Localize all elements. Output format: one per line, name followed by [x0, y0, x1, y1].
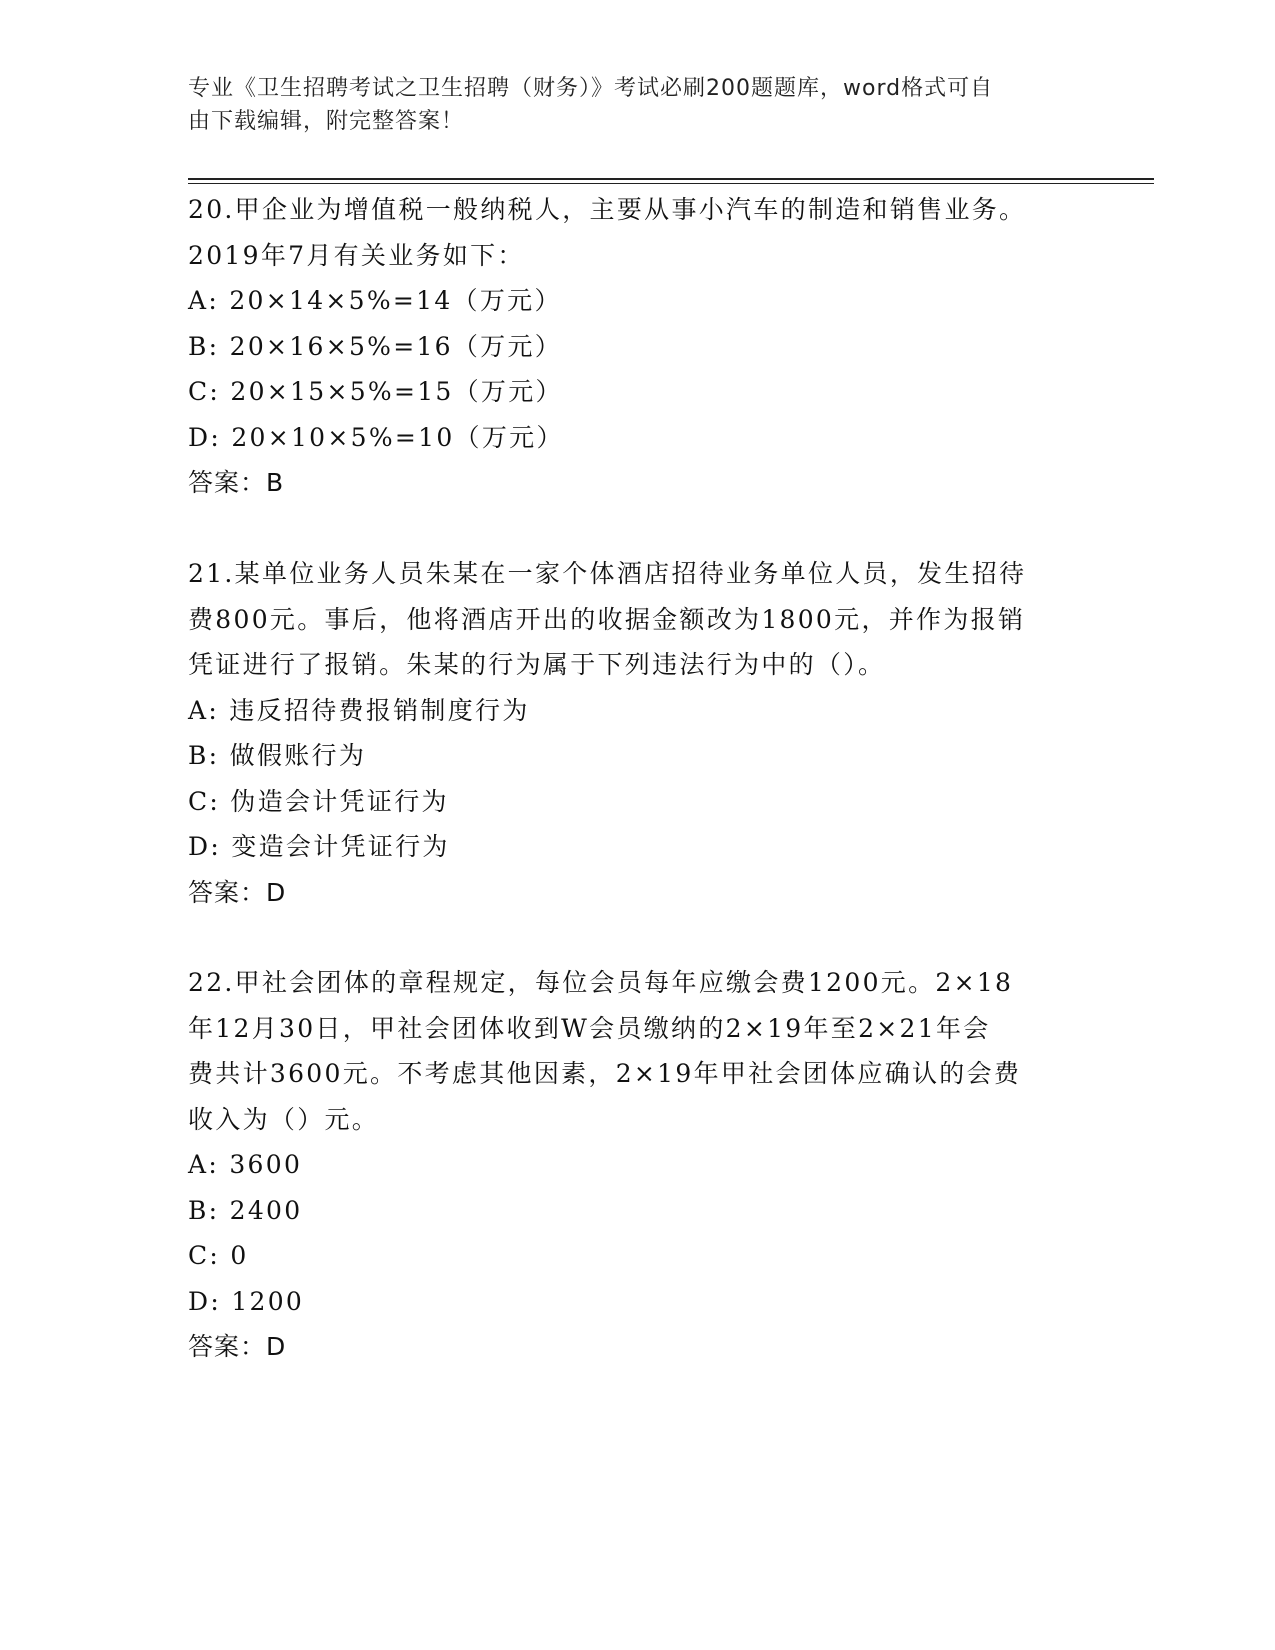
question-stem-line: 费800元。事后，他将酒店开出的收据金额改为1800元，并作为报销: [188, 604, 1026, 634]
option-b: B: 2400: [188, 1195, 303, 1225]
answer-line: 答案：D: [188, 877, 287, 907]
option-a: A: 20×14×5%=14（万元）: [188, 286, 562, 315]
header-divider-thin: [188, 183, 1154, 184]
answer-line: 答案：B: [188, 468, 285, 497]
document-header: [188, 72, 1068, 138]
question-stem-line: 年12月30日，甲社会团体收到W会员缴纳的2×19年至2×21年会: [188, 1013, 991, 1043]
option-a: A: 违反招待费报销制度行为: [188, 695, 530, 725]
option-d: D: 1200: [188, 1286, 305, 1316]
option-a: A: 3600: [188, 1150, 303, 1179]
question-stem-line: 费共计3600元。不考虑其他因素，2×19年甲社会团体应确认的会费: [188, 1059, 1022, 1088]
question-20: [188, 187, 1088, 506]
question-stem-line: 21.某单位业务人员朱某在一家个体酒店招待业务单位人员，发生招待: [188, 559, 1027, 588]
option-b: B: 20×16×5%=16（万元）: [188, 331, 563, 361]
question-22: [188, 960, 1088, 1370]
option-c: C: 20×15×5%=15（万元）: [188, 377, 563, 406]
question-stem-line: 凭证进行了报销。朱某的行为属于下列违法行为中的（）。: [188, 650, 886, 679]
option-c: C: 伪造会计凭证行为: [188, 786, 449, 816]
option-c: C: 0: [188, 1241, 249, 1270]
question-stem-line: 22.甲社会团体的章程规定，每位会员每年应缴会费1200元。2×18: [188, 968, 1014, 997]
header-divider-thick: [188, 178, 1154, 180]
question-stem-line: 收入为（）元。: [188, 1104, 380, 1134]
header-line-2: 由下载编辑，附完整答案！: [188, 109, 465, 134]
option-b: B: 做假账行为: [188, 741, 367, 770]
option-d: D: 20×10×5%=10（万元）: [188, 422, 564, 452]
question-stem-line: 20.甲企业为增值税一般纳税人，主要从事小汽车的制造和销售业务。: [188, 195, 1027, 224]
header-line-1: 专业《卫生招聘考试之卫生招聘（财务）》考试必刷200题题库，word格式可自: [188, 76, 994, 101]
answer-line: 答案：D: [188, 1332, 287, 1361]
question-stem-line: 2019年7月有关业务如下：: [188, 240, 525, 270]
question-21: [188, 551, 1088, 915]
option-d: D: 变造会计凭证行为: [188, 832, 450, 861]
